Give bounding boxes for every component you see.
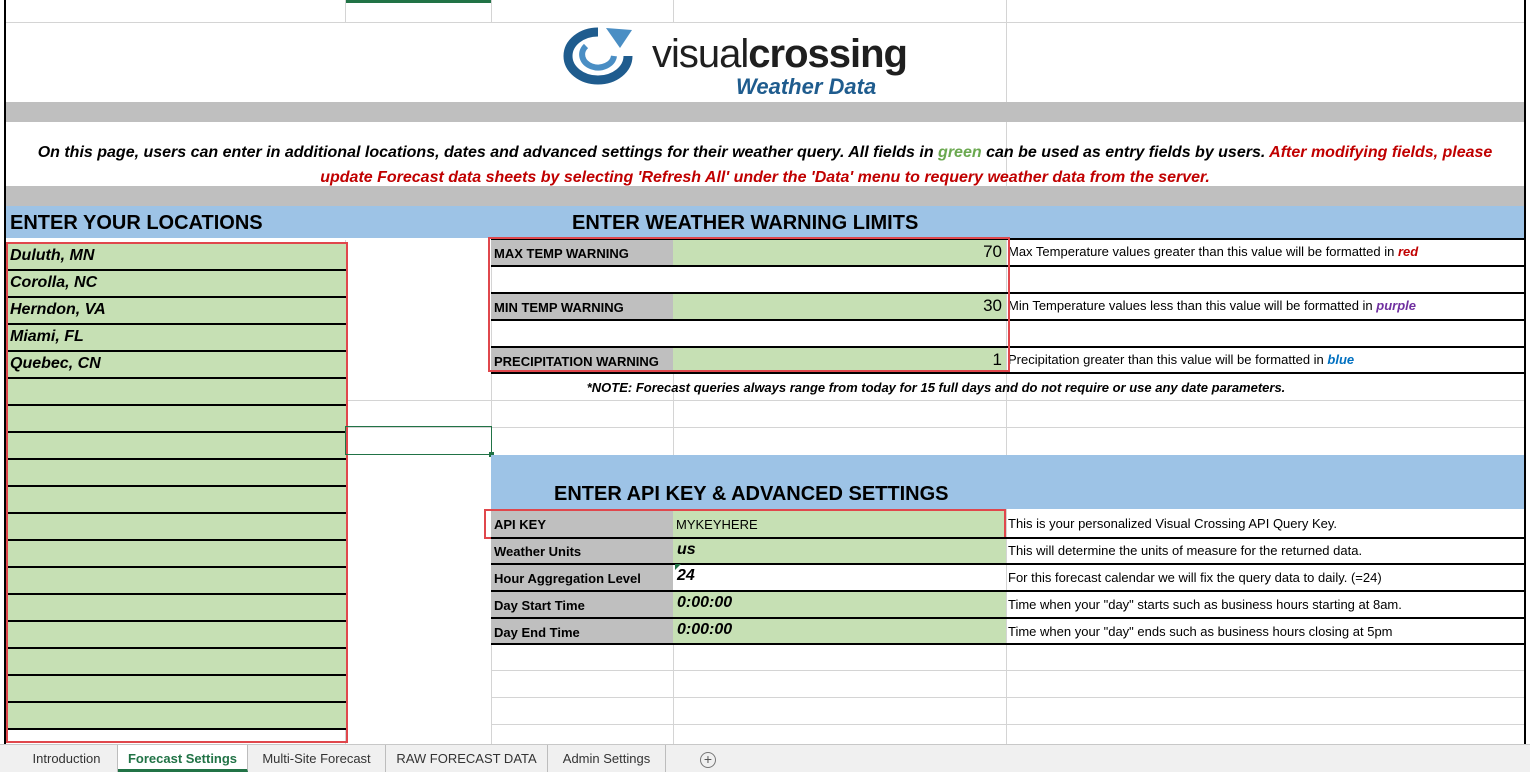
precipitation-label: PRECIPITATION WARNING [491,348,673,372]
min-temp-input[interactable]: 30 [673,294,1006,319]
day-end-description: Time when your "day" ends such as business hours closing at 5pm [1008,624,1393,639]
logo-mark-icon [546,26,650,90]
logo-wordmark: visualcrossing [652,32,907,76]
selected-column-indicator [345,0,492,3]
visual-crossing-logo [546,24,936,100]
max-temp-description: Max Temperature values greater than this value will be formatted in red [1008,244,1419,259]
gridline [673,0,674,22]
gridline [345,0,346,22]
forecast-note: *NOTE: Forecast queries always range from today for 15 full days and do not require or use any date parameters. [586,380,1286,395]
location-input[interactable]: Miami, FL [6,325,346,352]
gridline [491,724,1524,725]
row-border [491,643,1524,645]
precipitation-description: Precipitation greater than this value will be formatted in blue [1008,352,1355,367]
day-start-label: Day Start Time [491,592,673,617]
intro-text: On this page, users can enter in additional locations, dates and advanced settings for their weather query. All fields in green can be used as entry fields by users. After modifying fields, please update Forecast data sheets by selecting 'Refresh All' under the 'Data' menu to requery weather data from the server. [37,144,1493,186]
min-temp-label: MIN TEMP WARNING [491,294,673,319]
sheet-tab-bar [0,744,1530,772]
sheet-right-border [1524,0,1526,744]
api-key-description: This is your personalized Visual Crossing API Query Key. [1008,516,1337,531]
day-end-label: Day End Time [491,619,673,643]
sheet-tab[interactable]: Forecast Settings [118,745,248,772]
day-start-description: Time when your "day" starts such as business hours starting at 8am. [1008,597,1402,612]
weather-units-label: Weather Units [491,539,673,563]
max-temp-label: MAX TEMP WARNING [491,240,673,265]
locations-title: ENTER YOUR LOCATIONS [10,212,263,234]
add-sheet-icon[interactable]: + [700,752,716,768]
warnings-title: ENTER WEATHER WARNING LIMITS [572,212,919,234]
sheet-tab[interactable]: Multi-Site Forecast [248,745,386,772]
gridline [346,427,1524,428]
sheet-tab[interactable]: Introduction [16,745,118,772]
day-end-input[interactable]: 0:00:00 [673,619,1006,643]
gridline [491,0,492,22]
min-temp-description: Min Temperature values less than this value will be formatted in purple [1008,298,1417,313]
api-title: ENTER API KEY & ADVANCED SETTINGS [554,483,949,505]
hour-aggregation-input[interactable]: 24 [673,565,1006,590]
header-divider [6,102,1524,122]
api-key-input[interactable]: MYKEYHERE [673,511,1004,537]
row-border [491,372,1524,374]
weather-units-input[interactable]: us [673,539,1006,563]
location-input[interactable]: Corolla, NC [6,271,346,298]
warnings-highlight-box [488,237,1010,372]
sheet-tab[interactable]: Admin Settings [548,745,666,772]
gridline [6,22,1524,23]
max-temp-input[interactable]: 70 [673,240,1006,265]
hour-aggregation-label: Hour Aggregation Level [491,565,673,590]
intro-divider [6,186,1524,206]
gridline [491,697,1524,698]
location-input[interactable]: Duluth, MN [6,244,346,271]
cell-comment-indicator-icon [675,564,681,570]
weather-units-description: This will determine the units of measure for the returned data. [1008,543,1363,558]
day-start-input[interactable]: 0:00:00 [673,592,1006,617]
gridline [346,400,1524,401]
api-key-highlight-box [484,509,1006,539]
hour-aggregation-description: For this forecast calendar we will fix the query data to daily. (=24) [1008,570,1382,585]
locations-highlight-box [6,242,348,743]
sheet-tab[interactable]: RAW FORECAST DATA [386,745,548,772]
logo-subtitle: Weather Data [736,74,877,99]
location-input[interactable]: Quebec, CN [6,352,346,379]
location-input[interactable]: Herndon, VA [6,298,346,325]
precipitation-input[interactable]: 1 [673,348,1006,372]
gridline [491,670,1524,671]
selected-cell[interactable] [345,426,492,455]
api-key-label: API KEY [491,511,673,537]
